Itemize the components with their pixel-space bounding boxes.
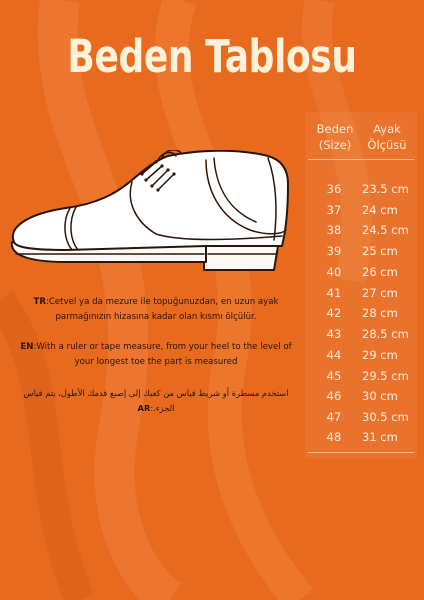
table-row (310, 265, 418, 285)
table-row (310, 286, 418, 306)
table-row (310, 306, 418, 326)
instruction-arabic (12, 386, 300, 416)
instruction-tr-text: :Cetvel ya da mezure ile topuğunuzdan, en uzun ayak parmağınızın hizasına kadar olan kısmı ölçülür. (46, 297, 279, 322)
table-row (310, 430, 418, 450)
row-size: 48 (326, 430, 342, 444)
row-foot-length: 30.5 cm (362, 410, 409, 424)
instruction-ar-label: AR (137, 403, 151, 413)
row-foot-length: 28.5 cm (362, 327, 409, 341)
table-row (310, 244, 418, 264)
table-divider-top (308, 159, 414, 160)
row-foot-length: 28 cm (362, 306, 398, 320)
row-size: 39 (326, 244, 342, 258)
row-foot-length: 29 cm (362, 348, 398, 362)
row-foot-length: 27 cm (362, 286, 398, 300)
instruction-ar-text: استخدم مسطرة أو شريط قياس من كعبك إلى إصبع قدمك الأطول، يتم قياس الجزء.: (23, 388, 289, 413)
row-size: 36 (326, 182, 342, 196)
row-foot-length: 25 cm (362, 244, 398, 258)
table-row (310, 389, 418, 409)
instruction-english (12, 340, 300, 370)
row-foot-length: 23.5 cm (362, 182, 409, 196)
row-size: 40 (326, 265, 342, 279)
table-row (310, 369, 418, 389)
table-row (310, 348, 418, 368)
header-size-line2: (Size) (318, 138, 352, 152)
header-foot-line2: Ölçüsü (367, 138, 407, 152)
row-size: 46 (326, 389, 342, 403)
table-row (310, 327, 418, 347)
header-size-line1: Beden (316, 122, 354, 136)
page-title: Beden Tablosu (67, 30, 357, 83)
instruction-en-text: :With a ruler or tape measure, from your heel to the level of your longest toe the part is measured (33, 342, 292, 367)
table-row (310, 182, 418, 202)
instruction-en-label: EN (20, 342, 34, 352)
row-size: 47 (326, 410, 342, 424)
instruction-tr-label: TR (33, 297, 46, 307)
row-size: 37 (326, 203, 342, 217)
row-foot-length: 31 cm (362, 430, 398, 444)
row-foot-length: 24 cm (362, 203, 398, 217)
oxford-shoe-outline-icon (6, 150, 298, 278)
row-size: 44 (326, 348, 342, 362)
table-row (310, 410, 418, 430)
row-size: 41 (326, 286, 342, 300)
table-row (310, 223, 418, 243)
row-size: 43 (326, 327, 342, 341)
table-divider-bottom (308, 452, 414, 453)
row-size: 42 (326, 306, 342, 320)
row-foot-length: 30 cm (362, 389, 398, 403)
row-foot-length: 29.5 cm (362, 369, 409, 383)
row-size: 45 (326, 369, 342, 383)
table-row (310, 203, 418, 223)
row-size: 38 (326, 223, 342, 237)
row-foot-length: 26 cm (362, 265, 398, 279)
header-foot-line1: Ayak (373, 122, 401, 136)
instruction-turkish (12, 295, 300, 325)
row-foot-length: 24.5 cm (362, 223, 409, 237)
size-table-header-size (312, 121, 358, 153)
size-table-header-foot (360, 121, 414, 153)
